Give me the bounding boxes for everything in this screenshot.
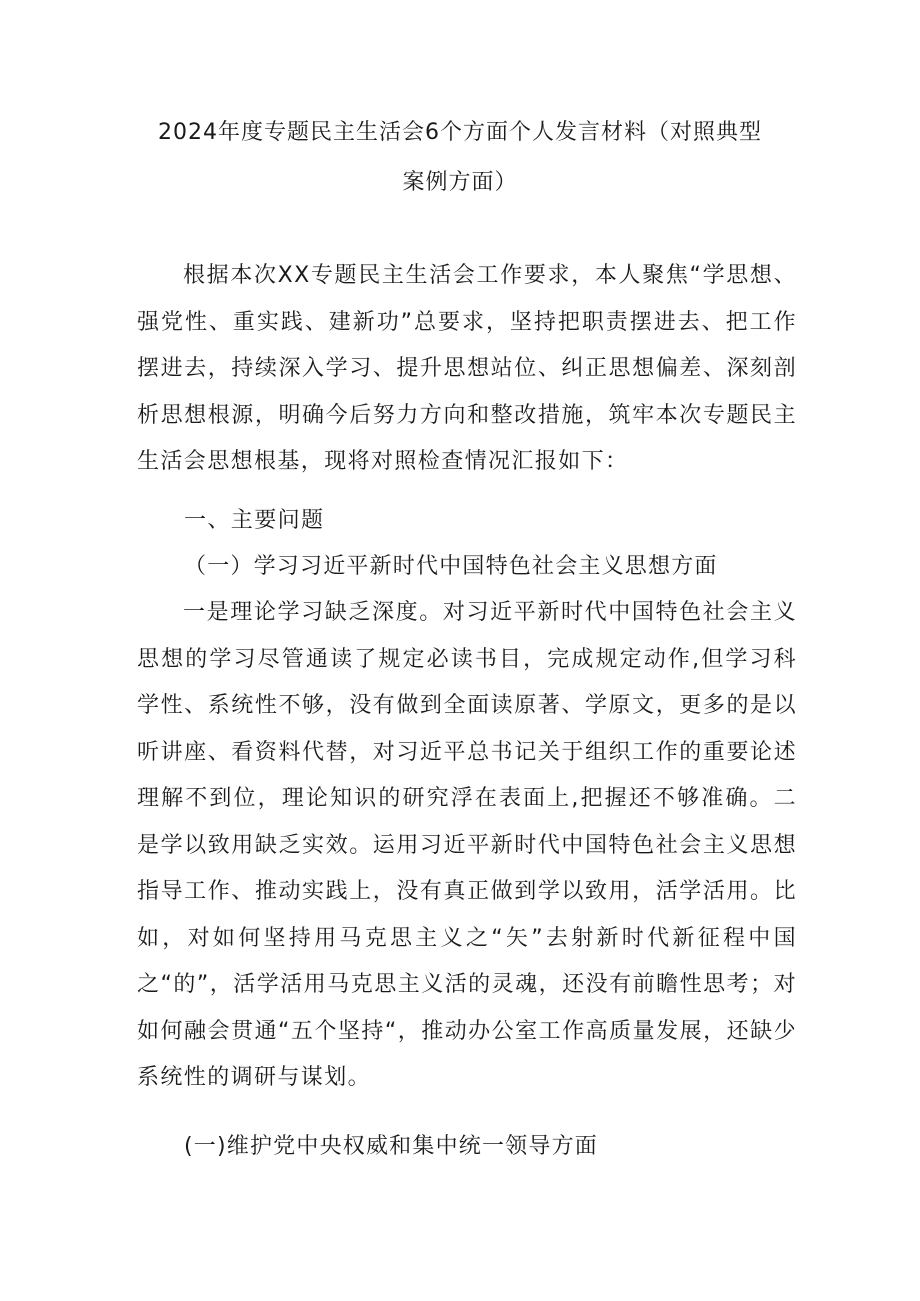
subsection-study-paragraph: 一是理论学习缺乏深度。对习近平新时代中国特色社会主义思想的学习尽管通读了规定必读书目，完成规定动作,但学习科学性、系统性不够，没有做到全面读原著、学原文，更多的是以听讲座、看资料代替，对习近平总书记关于组织工作的重要论述理解不到位，理论知识的研究浮在表面上,把握还不够准确。二是学以致用缺乏实效。运用习近平新时代中国特色社会主义思想指导工作、推动实践上，没有真正做到学以致用，活学活用。比如，对如何坚持用马克思主义之“矢”去射新时代新征程中国之“的”，活学活用马克思主义活的灵魂，还没有前瞻性思考；对如何融会贯通“五个坚持“，推动办公室工作高质量发展，还缺少系统性的调研与谋划。: [137, 600, 797, 1090]
intro-paragraph: 根据本次XX专题民主生活会工作要求，本人聚焦“学思想、强党性、重实践、建新功”总要求，坚持把职责摆进去、把工作摆进去，持续深入学习、提升思想站位、纠正思想偏差、深刻剖析思想根源，明确今后努力方向和整改措施，筑牢本次专题民主生活会思想根基，现将对照检查情况汇报如下：: [137, 263, 797, 474]
subsection-heading-study: （一）学习习近平新时代中国特色社会主义思想方面: [184, 554, 718, 579]
subsection-heading-authority: (一)维护党中央权威和集中统一领导方面: [184, 1134, 598, 1159]
document-title-line-1: 2024年度专题民主生活会6个方面个人发言材料（对照典型: [158, 120, 762, 145]
section-heading-main-problems: 一、主要问题: [184, 508, 325, 533]
document-title-line-2: 案例方面）: [402, 170, 518, 195]
